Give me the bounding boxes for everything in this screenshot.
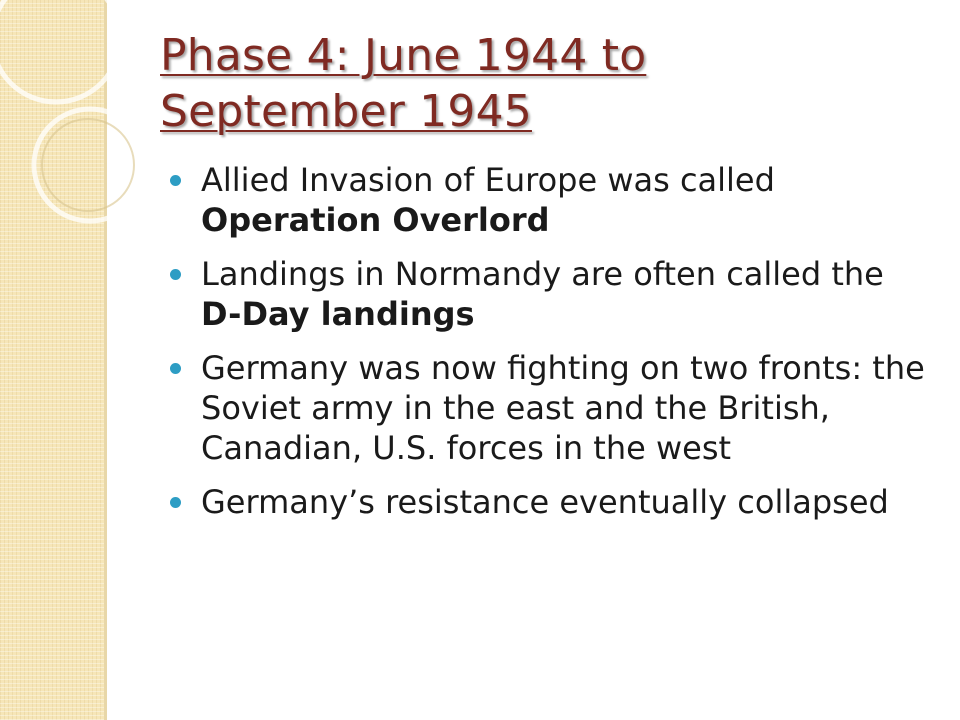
decorative-ring-large <box>0 0 120 102</box>
decorative-ring-inner <box>42 119 134 211</box>
bullet-text: Germany’s resistance eventually collapsed <box>201 483 889 521</box>
decorative-ring-medium <box>34 109 146 221</box>
bullet-marker-icon <box>170 497 181 508</box>
bullet-item <box>170 254 930 334</box>
bullet-bold-text: Operation Overlord <box>201 201 550 239</box>
bullet-list <box>170 160 930 536</box>
bullet-marker-icon <box>170 175 181 186</box>
bullet-item <box>170 348 930 468</box>
bullet-marker-icon <box>170 363 181 374</box>
bullet-marker-icon <box>170 269 181 280</box>
bullet-text: Allied Invasion of Europe was called <box>201 161 775 199</box>
bullet-text: Germany was now fighting on two fronts: the Soviet army in the east and the British, Canadian, U.S. forces in the west <box>201 349 925 467</box>
bullet-text: Landings in Normandy are often called the <box>201 255 884 293</box>
bullet-item <box>170 160 930 240</box>
slide-title: Phase 4: June 1944 to September 1945 <box>160 30 647 137</box>
bullet-bold-text: D-Day landings <box>201 295 475 333</box>
bullet-item <box>170 482 930 522</box>
